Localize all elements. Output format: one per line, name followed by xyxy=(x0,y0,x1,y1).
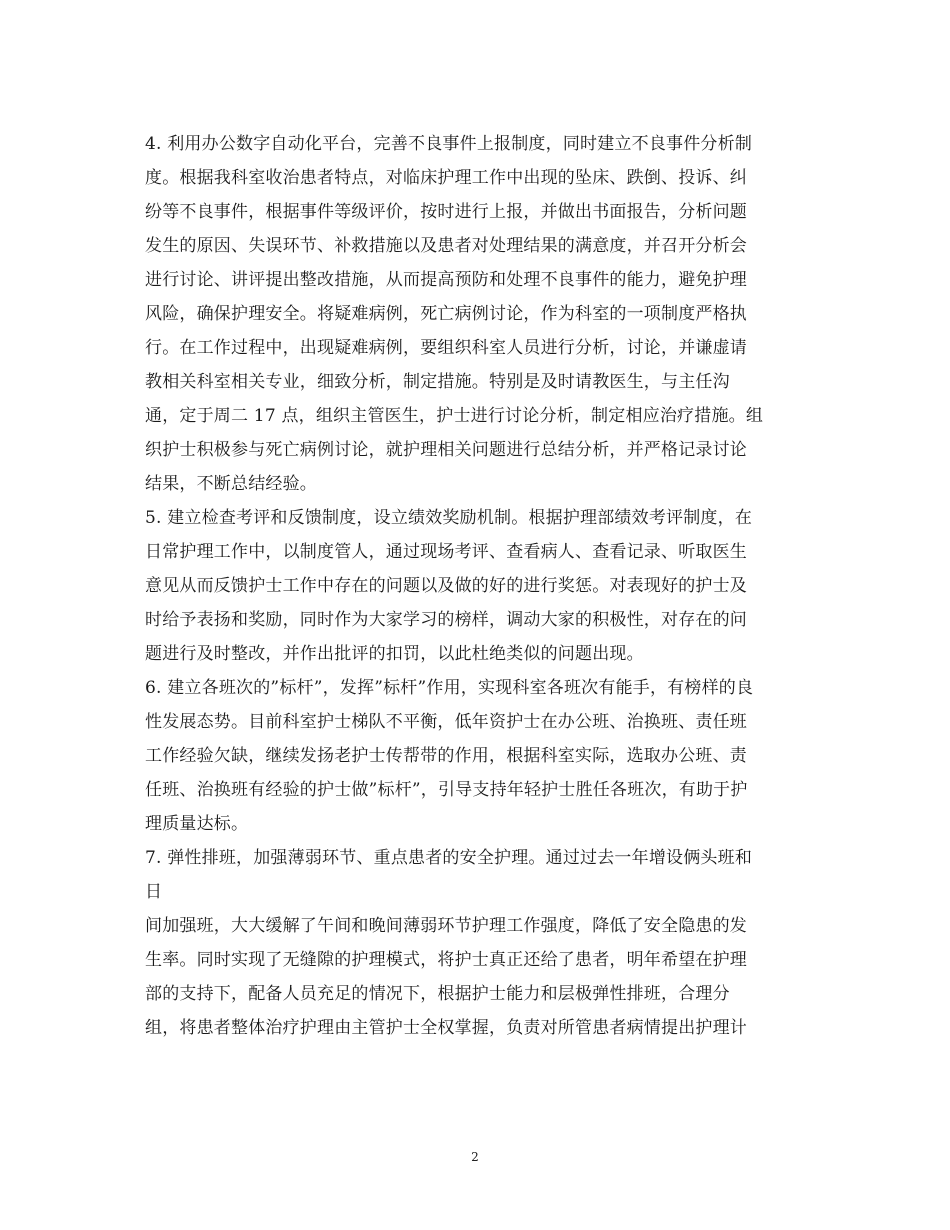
text-line: 4. 利用办公数字自动化平台，完善不良事件上报制度，同时建立不良事件分析制 xyxy=(145,134,753,154)
text-line: 行。在工作过程中，出现疑难病例，要组织科室人员进行分析，讨论，并谦虚请 xyxy=(145,338,747,358)
text-line: 生率。同时实现了无缝隙的护理模式，将护士真正还给了患者，明年希望在护理 xyxy=(145,950,747,970)
text-line: 度。根据我科室收治患者特点，对临床护理工作中出现的坠床、跌倒、投诉、纠 xyxy=(145,168,747,188)
text-line: 组，将患者整体治疗护理由主管护士全权掌握，负责对所管患者病情提出护理计 xyxy=(145,1018,747,1038)
text-line: 发生的原因、失误环节、补救措施以及患者对处理结果的满意度，并召开分析会 xyxy=(145,236,747,256)
text-line: 部的支持下，配备人员充足的情况下，根据护士能力和层极弹性排班，合理分 xyxy=(145,984,730,1004)
text-line: 风险，确保护理安全。将疑难病例，死亡病例讨论，作为科室的一项制度严格执 xyxy=(145,304,747,324)
text-line: 纷等不良事件，根据事件等级评价，按时进行上报，并做出书面报告，分析问题 xyxy=(145,202,747,222)
text-line: 意见从而反馈护士工作中存在的问题以及做的好的进行奖惩。对表现好的护士及 xyxy=(145,576,747,596)
text-line: 通，定于周二 17 点，组织主管医生，护士进行讨论分析，制定相应治疗措施。组 xyxy=(145,406,764,426)
text-line: 理质量达标。 xyxy=(145,814,249,834)
text-line: 6. 建立各班次的”标杆”，发挥”标杆”作用，实现科室各班次有能手，有榜样的良 xyxy=(145,678,754,698)
text-line: 织护士积极参与死亡病例讨论，就护理相关问题进行总结分析，并严格记录讨论 xyxy=(145,440,747,460)
text-line: 工作经验欠缺，继续发扬老护士传帮带的作用，根据科室实际，选取办公班、责 xyxy=(145,746,747,766)
text-line: 进行讨论、讲评提出整改措施，从而提高预防和处理不良事件的能力，避免护理 xyxy=(145,270,747,290)
text-line: 日常护理工作中，以制度管人，通过现场考评、查看病人、查看记录、听取医生 xyxy=(145,542,747,562)
page-number: 2 xyxy=(471,1150,479,1164)
text-line: 性发展态势。目前科室护士梯队不平衡，低年资护士在办公班、治换班、责任班 xyxy=(145,712,747,732)
text-line: 时给予表扬和奖励，同时作为大家学习的榜样，调动大家的积极性，对存在的问 xyxy=(145,610,747,630)
text-line: 题进行及时整改，并作出批评的扣罚，以此杜绝类似的问题出现。 xyxy=(145,644,644,664)
text-line: 7. 弹性排班，加强薄弱环节、重点患者的安全护理。通过过去一年增设俩头班和 xyxy=(145,848,753,868)
text-line: 结果，不断总结经验。 xyxy=(145,474,317,494)
text-line: 间加强班，大大缓解了午间和晚间薄弱环节护理工作强度，降低了安全隐患的发 xyxy=(145,916,747,936)
text-line: 5. 建立检查考评和反馈制度，设立绩效奖励机制。根据护理部绩效考评制度，在 xyxy=(145,508,753,528)
text-line: 任班、治换班有经验的护士做”标杆”，引导支持年轻护士胜任各班次，有助于护 xyxy=(145,780,748,800)
text-line: 教相关科室相关专业，细致分析，制定措施。特别是及时请教医生，与主任沟 xyxy=(145,372,730,392)
text-line: 日 xyxy=(145,882,163,902)
